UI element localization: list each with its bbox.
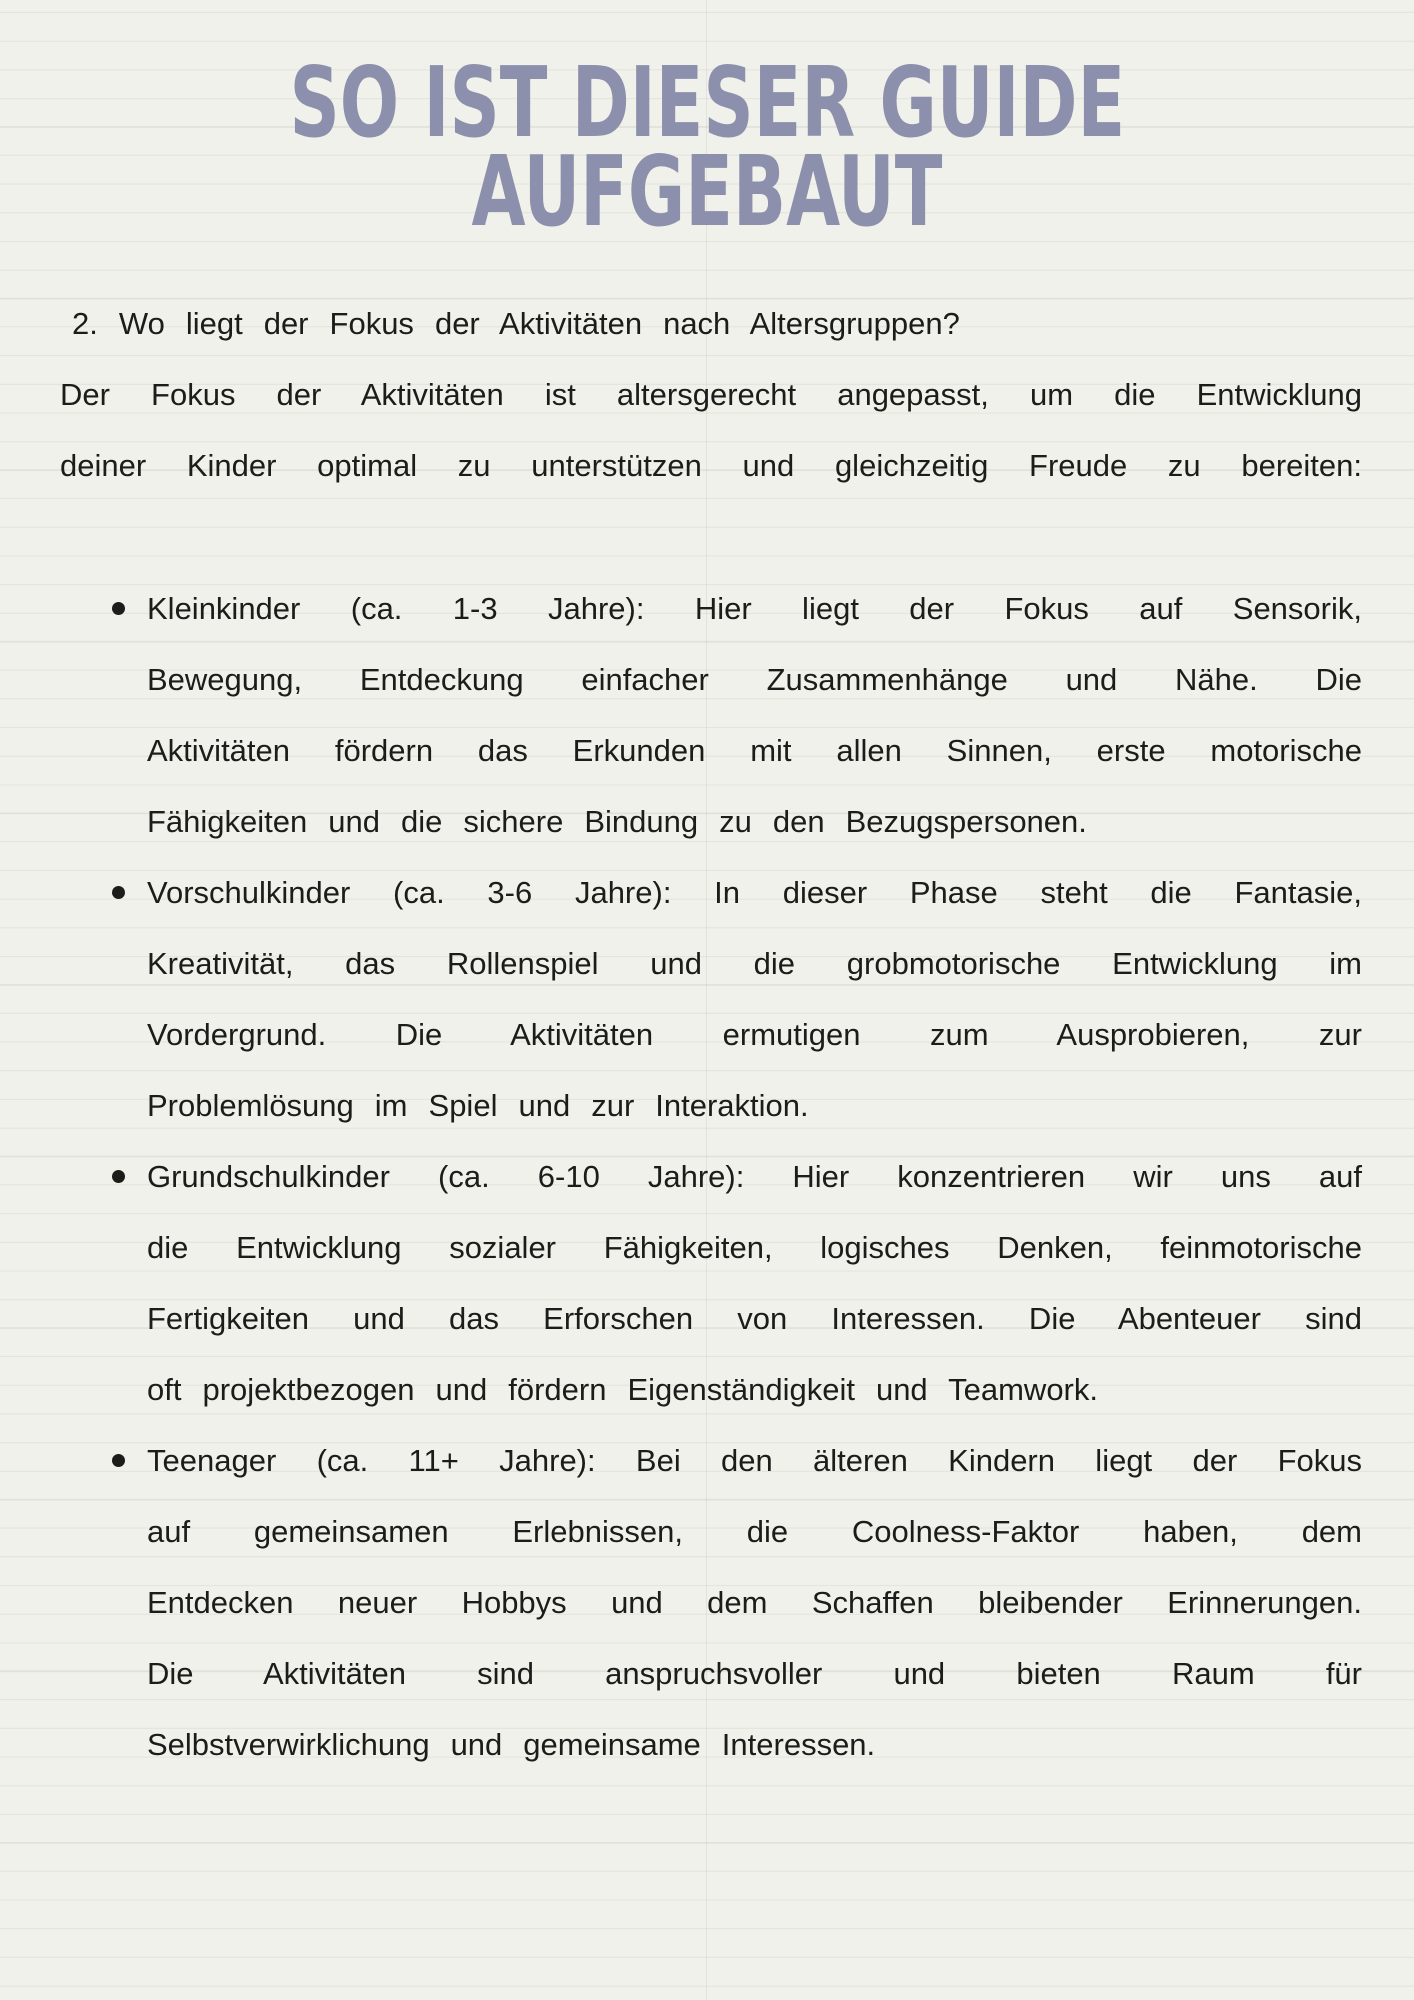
bullet-icon	[112, 1454, 125, 1467]
page-content	[60, 288, 1362, 1780]
bullet-icon	[112, 602, 125, 615]
item-line: Entdecken neuer Hobbys und dem Schaffen bleibender Erinnerungen.	[147, 1585, 1362, 1620]
list-item-vorschulkinder	[60, 857, 1362, 1141]
item-line: auf gemeinsamen Erlebnissen, die Coolness-Faktor haben, dem	[147, 1514, 1362, 1549]
item-line: oft projektbezogen und fördern Eigenständigkeit und Teamwork.	[147, 1372, 1098, 1407]
list-item-kleinkinder	[60, 573, 1362, 857]
age-group-list	[60, 573, 1362, 1780]
bullet-icon	[112, 886, 125, 899]
item-line: Kreativität, das Rollenspiel und die grobmotorische Entwicklung im	[147, 946, 1362, 981]
list-item-teenager	[60, 1425, 1362, 1780]
intro-line: deiner Kinder optimal zu unterstützen und gleichzeitig Freude zu bereiten:	[60, 448, 1362, 483]
list-item-grundschulkinder	[60, 1141, 1362, 1425]
title-line-2-text: AUFGEBAUT	[471, 135, 943, 248]
item-line: Problemlösung im Spiel und zur Interaktion.	[147, 1088, 809, 1123]
question-heading: 2. Wo liegt der Fokus der Aktivitäten nach Altersgruppen?	[72, 306, 960, 341]
item-line: Bewegung, Entdeckung einfacher Zusammenhänge und Nähe. Die	[147, 662, 1362, 697]
paragraph-gap	[60, 501, 1362, 573]
item-line: Teenager (ca. 11+ Jahre): Bei den älteren Kindern liegt der Fokus	[147, 1443, 1362, 1478]
title-line-1	[0, 46, 1414, 159]
item-line: Selbstverwirklichung und gemeinsame Interessen.	[147, 1727, 876, 1762]
bullet-icon	[112, 1170, 125, 1183]
title-line-2	[0, 135, 1414, 248]
item-line: die Entwicklung sozialer Fähigkeiten, logisches Denken, feinmotorische	[147, 1230, 1362, 1265]
item-line: Grundschulkinder (ca. 6-10 Jahre): Hier konzentrieren wir uns auf	[147, 1159, 1362, 1194]
intro-paragraph	[60, 359, 1362, 501]
item-line: Fähigkeiten und die sichere Bindung zu den Bezugspersonen.	[147, 804, 1087, 839]
item-line: Die Aktivitäten sind anspruchsvoller und bieten Raum für	[147, 1656, 1362, 1691]
item-line: Kleinkinder (ca. 1-3 Jahre): Hier liegt der Fokus auf Sensorik,	[147, 591, 1362, 626]
item-line: Fertigkeiten und das Erforschen von Interessen. Die Abenteuer sind	[147, 1301, 1362, 1336]
item-line: Aktivitäten fördern das Erkunden mit allen Sinnen, erste motorische	[147, 733, 1362, 768]
item-line: Vorschulkinder (ca. 3-6 Jahre): In dieser Phase steht die Fantasie,	[147, 875, 1362, 910]
item-line: Vordergrund. Die Aktivitäten ermutigen zum Ausprobieren, zur	[147, 1017, 1362, 1052]
intro-line: Der Fokus der Aktivitäten ist altersgerecht angepasst, um die Entwicklung	[60, 377, 1362, 412]
page-title	[0, 46, 1414, 248]
title-line-1-text: SO IST DIESER GUIDE	[289, 46, 1125, 159]
